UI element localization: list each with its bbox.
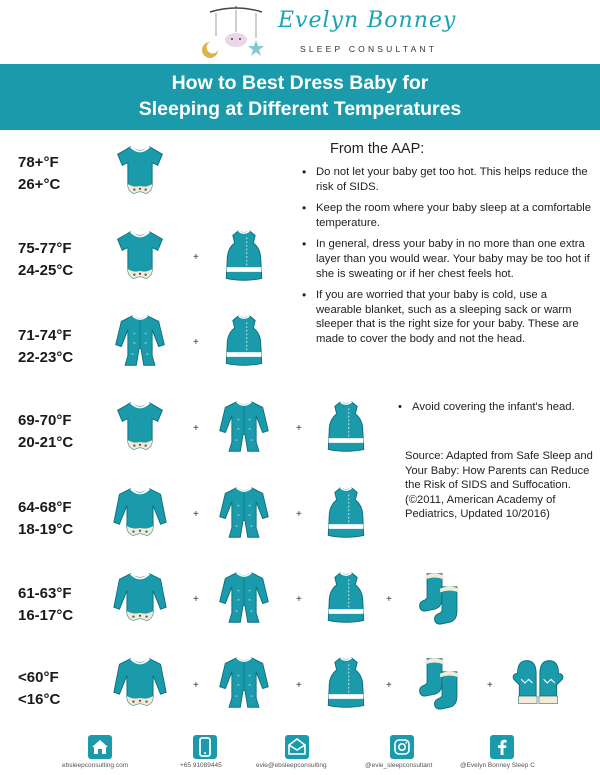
footed-sleeper-icon	[216, 570, 272, 626]
short-sleeve-onesie-icon	[112, 143, 168, 199]
aap-bullet: • If you are worried that your baby is cold, use a wearable blanket, such as a sleeping sack or warm sleeper that is the right size for your baby. These are made to cover the body and not the head.	[302, 288, 592, 346]
plus-sign: +	[386, 680, 392, 691]
footed-sleeper-icon	[216, 655, 272, 711]
plus-sign: +	[386, 594, 392, 605]
baby-mobile-logo-icon	[200, 6, 272, 58]
facebook-icon[interactable]	[490, 735, 514, 759]
plus-sign: +	[193, 594, 199, 605]
plus-sign: +	[296, 423, 302, 434]
temp-fahrenheit: 78+°F	[18, 154, 59, 171]
sleep-sack-icon	[318, 485, 374, 541]
short-sleeve-onesie-icon	[112, 399, 168, 455]
socks-icon	[414, 570, 470, 626]
long-sleeve-onesie-icon	[112, 570, 168, 626]
temperature-label-69-70	[18, 410, 103, 454]
plus-sign: +	[193, 509, 199, 520]
aap-bullet: • Keep the room where your baby sleep at a comfortable temperature.	[302, 201, 592, 230]
home-icon[interactable]	[88, 735, 112, 759]
long-sleeve-onesie-icon	[112, 655, 168, 711]
temp-celsius: 24-25°C	[18, 262, 74, 279]
temp-celsius: 16-17°C	[18, 607, 74, 624]
title-line-1: How to Best Dress Baby for	[171, 72, 429, 94]
temp-fahrenheit: 61-63°F	[18, 585, 72, 602]
footer-website[interactable]: ebsleepconsulting.com	[62, 762, 129, 769]
source-citation: Source: Adapted from Safe Sleep and Your Baby: How Parents can Reduce the Risk of SIDS and Suffocation.(©2011, American Academy of Pediatrics, Updated 10/2016)	[405, 450, 593, 521]
temp-fahrenheit: 71-74°F	[18, 327, 72, 344]
temp-celsius: 18-19°C	[18, 521, 74, 538]
sleep-sack-icon	[216, 228, 272, 284]
plus-sign: +	[193, 252, 199, 263]
title-line-2: Sleeping at Different Temperatures	[138, 98, 462, 120]
short-sleeve-onesie-icon	[112, 228, 168, 284]
plus-sign: +	[193, 680, 199, 691]
title-banner	[0, 64, 600, 130]
temp-celsius: 22-23°C	[18, 349, 74, 366]
aap-title: From the AAP:	[330, 141, 425, 157]
footer-instagram[interactable]: @evie_sleepconsultant	[365, 762, 433, 769]
footer-facebook[interactable]: @Evelyn Bonney Sleep C	[460, 762, 535, 769]
plus-sign: +	[296, 509, 302, 520]
mittens-icon	[510, 655, 566, 711]
temperature-label-71-74	[18, 325, 103, 369]
aap-bullet: • Do not let your baby get too hot. This helps reduce the risk of SIDS.	[302, 165, 592, 194]
aap-bullet: • Avoid covering the infant's head.	[398, 400, 583, 415]
temp-fahrenheit: 69-70°F	[18, 412, 72, 429]
brand-subtitle: SLEEP CONSULTANT	[300, 44, 438, 54]
plus-sign: +	[296, 594, 302, 605]
header	[0, 0, 600, 64]
temperature-label-below-60	[18, 667, 103, 711]
temperature-label-61-63	[18, 583, 103, 627]
email-icon[interactable]	[285, 735, 309, 759]
aap-bullet: • In general, dress your baby in no more than one extra layer than you would wear. Your baby may be too hot if she is sweating or if her chest feels hot.	[302, 237, 592, 281]
footed-sleeper-icon	[216, 485, 272, 541]
temp-celsius: 20-21°C	[18, 434, 74, 451]
instagram-icon[interactable]	[390, 735, 414, 759]
temp-celsius: <16°C	[18, 691, 61, 708]
footed-sleeper-icon	[216, 399, 272, 455]
aap-bullet-list	[302, 165, 592, 354]
footer-email[interactable]: evie@ebsleepconsulting	[256, 762, 327, 769]
plus-sign: +	[193, 423, 199, 434]
temperature-label-75-77	[18, 238, 103, 282]
brand-name: Evelyn Bonney	[278, 8, 457, 33]
phone-icon[interactable]	[193, 735, 217, 759]
sleep-sack-icon	[318, 399, 374, 455]
plus-sign: +	[193, 337, 199, 348]
temp-fahrenheit: <60°F	[18, 669, 59, 686]
plus-sign: +	[487, 680, 493, 691]
footer-phone[interactable]: +65 91089445	[180, 762, 222, 769]
temperature-label-78	[18, 152, 103, 196]
temperature-label-64-68	[18, 497, 103, 541]
temp-fahrenheit: 75-77°F	[18, 240, 72, 257]
long-sleeve-onesie-icon	[112, 485, 168, 541]
aap-bullet-list-secondary	[398, 400, 583, 415]
sleep-sack-icon	[216, 313, 272, 369]
socks-icon	[414, 655, 470, 711]
temp-fahrenheit: 64-68°F	[18, 499, 72, 516]
temp-celsius: 26+°C	[18, 176, 61, 193]
sleep-sack-icon	[318, 655, 374, 711]
plus-sign: +	[296, 680, 302, 691]
sleep-sack-icon	[318, 570, 374, 626]
footed-sleeper-icon	[112, 313, 168, 369]
